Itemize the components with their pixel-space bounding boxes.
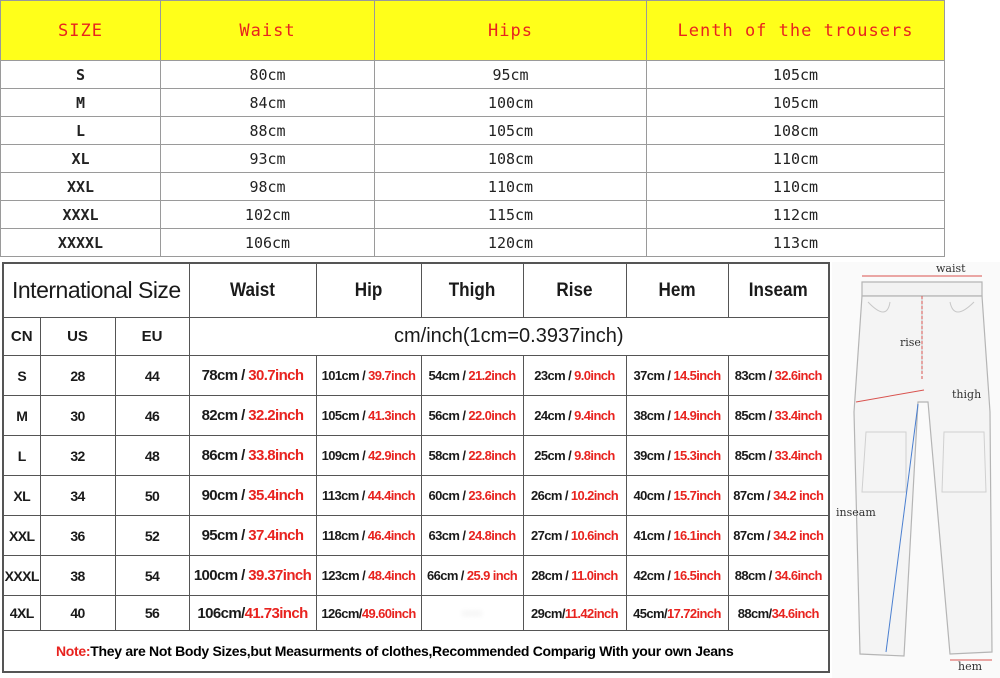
header-size: SIZE: [1, 1, 161, 61]
inch-value: 49.60inch: [361, 605, 416, 621]
cn-size-cell: S: [3, 356, 40, 396]
length-cell: 110cm: [647, 145, 945, 173]
length-cell: 105cm: [647, 61, 945, 89]
cm-value: 37cm /: [633, 368, 674, 383]
hip-cell: [316, 596, 421, 631]
unit-conversion-note: cm/inch(1cm=0.3937inch): [189, 318, 829, 356]
size-cell: M: [1, 89, 161, 117]
table-row: [3, 436, 829, 476]
cm-value: 100cm /: [193, 567, 249, 584]
cm-value: 95cm /: [201, 527, 249, 544]
eu-size-cell: 46: [115, 396, 189, 436]
table-row: [3, 556, 829, 596]
inch-value: 15.3inch: [673, 448, 721, 463]
table-row: [1, 117, 945, 145]
cm-value: 113cm /: [321, 488, 368, 503]
us-size-cell: 32: [40, 436, 115, 476]
cm-value: 41cm /: [633, 528, 674, 543]
sub-header-cn: CN: [3, 318, 40, 356]
us-size-cell: 36: [40, 516, 115, 556]
rise-cell: [523, 556, 626, 596]
cm-value: 56cm /: [428, 408, 469, 423]
inseam-cell: [728, 396, 829, 436]
waist-cell: [189, 516, 316, 556]
table-row: [1, 201, 945, 229]
waist-cell: 84cm: [161, 89, 375, 117]
hips-cell: 120cm: [375, 229, 647, 257]
length-cell: 113cm: [647, 229, 945, 257]
rise-cell: [523, 396, 626, 436]
header-rise: Rise: [528, 263, 621, 318]
hem-cell: [626, 396, 728, 436]
inch-value: 22.8inch: [468, 448, 516, 463]
inch-value: 25.9 inch: [466, 568, 518, 583]
header-hips: Hips: [375, 1, 647, 61]
us-size-cell: 34: [40, 476, 115, 516]
waist-cell: 102cm: [161, 201, 375, 229]
eu-size-cell: 54: [115, 556, 189, 596]
table-row: [3, 356, 829, 396]
inch-value: 22.0inch: [468, 408, 516, 423]
cn-size-cell: L: [3, 436, 40, 476]
cm-value: 123cm /: [321, 568, 369, 583]
us-size-cell: 30: [40, 396, 115, 436]
inch-value: 9.0inch: [574, 368, 615, 383]
inch-value: 16.5inch: [673, 568, 721, 583]
hips-cell: 105cm: [375, 117, 647, 145]
inseam-cell: [728, 516, 829, 556]
inch-value: 34.6inch: [771, 605, 819, 621]
inch-value: 33.4inch: [774, 408, 822, 423]
note-text: They are Not Body Sizes,but Measurments of clothes,Recommended Comparig With your own Jeans: [90, 643, 734, 659]
hem-cell: [626, 516, 728, 556]
size-cell: XXXL: [1, 201, 161, 229]
rise-cell: [523, 436, 626, 476]
cn-size-cell: XL: [3, 476, 40, 516]
size-chart-header-row: [1, 1, 945, 61]
cm-value: 90cm /: [201, 487, 249, 504]
blurred-watermark: · · ·: [463, 605, 481, 621]
size-cell: S: [1, 61, 161, 89]
table-row: [1, 145, 945, 173]
cm-value: 106cm/: [197, 604, 245, 622]
table-row: [3, 516, 829, 556]
inch-value: 30.7inch: [248, 367, 304, 384]
cm-value: 25cm /: [534, 448, 575, 463]
header-hip: Hip: [321, 263, 416, 318]
inch-value: 33.8inch: [248, 447, 304, 464]
table-row: [3, 596, 829, 631]
waist-cell: [189, 556, 316, 596]
us-size-cell: 38: [40, 556, 115, 596]
header-hem: Hem: [631, 263, 723, 318]
inch-value: 16.1inch: [673, 528, 721, 543]
inch-value: 17.72inch: [667, 605, 721, 621]
inch-value: 14.5inch: [673, 368, 721, 383]
us-size-cell: 40: [40, 596, 115, 631]
hem-cell: [626, 556, 728, 596]
eu-size-cell: 48: [115, 436, 189, 476]
hips-cell: 100cm: [375, 89, 647, 117]
hips-cell: 110cm: [375, 173, 647, 201]
hip-cell: [316, 436, 421, 476]
thigh-cell: [421, 436, 523, 476]
cm-value: 54cm /: [428, 368, 469, 383]
thigh-cell: [421, 476, 523, 516]
inch-value: 46.4inch: [367, 528, 416, 543]
length-cell: 105cm: [647, 89, 945, 117]
cn-size-cell: XXL: [3, 516, 40, 556]
waist-cell: [189, 476, 316, 516]
thigh-cell: [421, 556, 523, 596]
hip-cell: [316, 556, 421, 596]
inch-value: 21.2inch: [468, 368, 516, 383]
inch-value: 10.6inch: [570, 528, 619, 543]
inch-value: 34.2 inch: [773, 488, 824, 503]
cm-value: 28cm /: [531, 568, 572, 583]
cm-value: 27cm /: [530, 528, 571, 543]
header-waist: Waist: [195, 263, 309, 318]
rise-cell: [523, 476, 626, 516]
note-label: Note:: [56, 643, 91, 659]
cm-value: 82cm /: [201, 407, 249, 424]
inch-value: 39.37inch: [248, 567, 312, 584]
hem-cell: [626, 476, 728, 516]
international-header-row: [3, 263, 829, 318]
inch-value: 15.7inch: [673, 488, 721, 503]
hem-cell: [626, 436, 728, 476]
hem-cell: [626, 596, 728, 631]
inch-value: 44.4inch: [367, 488, 416, 503]
cm-value: 85cm /: [734, 448, 775, 463]
cm-value: 83cm /: [734, 368, 775, 383]
table-row: [1, 173, 945, 201]
cm-value: 126cm/: [321, 605, 362, 621]
thigh-cell: [421, 356, 523, 396]
waist-cell: 93cm: [161, 145, 375, 173]
sub-header-us: US: [40, 318, 115, 356]
cm-value: 63cm /: [428, 528, 469, 543]
inch-value: 10.2inch: [570, 488, 619, 503]
hip-cell: [316, 516, 421, 556]
cm-value: 58cm /: [428, 448, 469, 463]
table-row: [1, 229, 945, 257]
waist-cell: 88cm: [161, 117, 375, 145]
hip-cell: [316, 396, 421, 436]
inseam-cell: [728, 556, 829, 596]
cn-size-cell: M: [3, 396, 40, 436]
inch-value: 35.4inch: [248, 487, 304, 504]
inseam-cell: [728, 436, 829, 476]
trousers-measurement-diagram: [832, 262, 1000, 678]
inch-value: 48.4inch: [368, 568, 416, 583]
waist-cell: 80cm: [161, 61, 375, 89]
label-hem: hem: [958, 660, 983, 673]
cm-value: 24cm /: [534, 408, 575, 423]
inch-value: 34.2 inch: [773, 528, 824, 543]
cm-value: 88cm/: [737, 605, 772, 621]
inch-value: 33.4inch: [774, 448, 822, 463]
label-inseam: inseam: [836, 506, 876, 519]
header-inseam: Inseam: [733, 263, 824, 318]
sub-header-row: [3, 318, 829, 356]
waist-cell: [189, 356, 316, 396]
length-cell: 112cm: [647, 201, 945, 229]
waist-cell: [189, 436, 316, 476]
cm-value: 78cm /: [201, 367, 249, 384]
inseam-cell: [728, 476, 829, 516]
international-size-table: [2, 262, 830, 673]
hip-cell: [316, 476, 421, 516]
label-waist: waist: [936, 262, 966, 275]
note-row: [3, 631, 829, 673]
table-row: [1, 89, 945, 117]
waist-cell: 98cm: [161, 173, 375, 201]
inch-value: 39.7inch: [368, 368, 416, 383]
inch-value: 11.42inch: [564, 605, 619, 621]
thigh-cell: [421, 516, 523, 556]
header-thigh: Thigh: [426, 263, 518, 318]
inch-value: 41.73inch: [244, 604, 308, 622]
waist-cell: 106cm: [161, 229, 375, 257]
cm-value: 39cm /: [633, 448, 674, 463]
size-cell: XXL: [1, 173, 161, 201]
sub-header-eu: EU: [115, 318, 189, 356]
eu-size-cell: 52: [115, 516, 189, 556]
waist-cell: [189, 596, 316, 631]
inch-value: 14.9inch: [673, 408, 721, 423]
cm-value: 88cm /: [734, 568, 775, 583]
hem-cell: [626, 356, 728, 396]
us-size-cell: 28: [40, 356, 115, 396]
cn-size-cell: XXXL: [3, 556, 40, 596]
inch-value: 42.9inch: [368, 448, 416, 463]
cm-value: 86cm /: [201, 447, 249, 464]
inch-value: 9.4inch: [574, 408, 615, 423]
cm-value: 87cm /: [733, 488, 774, 503]
cm-value: 29cm/: [531, 605, 565, 621]
hips-cell: 108cm: [375, 145, 647, 173]
inch-value: 34.6inch: [774, 568, 822, 583]
cm-value: 26cm /: [530, 488, 571, 503]
cm-value: 40cm /: [633, 488, 674, 503]
size-cell: XXXXL: [1, 229, 161, 257]
inseam-cell: [728, 356, 829, 396]
length-cell: 110cm: [647, 173, 945, 201]
cm-value: 118cm /: [321, 528, 368, 543]
cm-value: 85cm /: [734, 408, 775, 423]
table-row: [1, 61, 945, 89]
table-row: [3, 396, 829, 436]
hips-cell: 115cm: [375, 201, 647, 229]
size-cell: XL: [1, 145, 161, 173]
rise-cell: [523, 596, 626, 631]
size-cell: L: [1, 117, 161, 145]
inch-value: 23.6inch: [468, 488, 516, 503]
cm-value: 105cm /: [321, 408, 369, 423]
hips-cell: 95cm: [375, 61, 647, 89]
inch-value: 32.6inch: [774, 368, 822, 383]
eu-size-cell: 56: [115, 596, 189, 631]
table-row: [3, 476, 829, 516]
rise-cell: [523, 516, 626, 556]
inch-value: 37.4inch: [248, 527, 304, 544]
cm-value: 109cm /: [321, 448, 369, 463]
note-cell: [3, 631, 829, 673]
eu-size-cell: 50: [115, 476, 189, 516]
header-length: Lenth of the trousers: [647, 1, 945, 61]
cm-value: 42cm /: [633, 568, 674, 583]
cn-size-cell: 4XL: [3, 596, 40, 631]
size-chart-table: [0, 0, 945, 257]
inseam-cell: [728, 596, 829, 631]
hip-cell: [316, 356, 421, 396]
international-size-title: International Size: [3, 263, 189, 318]
label-thigh: thigh: [952, 388, 982, 401]
inch-value: 11.0inch: [571, 568, 618, 583]
waist-cell: [189, 396, 316, 436]
cm-value: 60cm /: [428, 488, 469, 503]
thigh-cell: [421, 396, 523, 436]
cm-value: 101cm /: [321, 368, 369, 383]
trousers-illustration: [832, 262, 1000, 678]
cm-value: 23cm /: [534, 368, 575, 383]
inch-value: 41.3inch: [368, 408, 416, 423]
cm-value: 38cm /: [633, 408, 674, 423]
length-cell: 108cm: [647, 117, 945, 145]
thigh-cell: [421, 596, 523, 631]
rise-cell: [523, 356, 626, 396]
inch-value: 9.8inch: [574, 448, 615, 463]
header-waist: Waist: [161, 1, 375, 61]
inch-value: 24.8inch: [468, 528, 516, 543]
label-rise: rise: [900, 336, 921, 349]
eu-size-cell: 44: [115, 356, 189, 396]
inch-value: 32.2inch: [248, 407, 304, 424]
cm-value: 87cm /: [733, 528, 774, 543]
cm-value: 45cm/: [633, 605, 668, 621]
cm-value: 66cm /: [426, 568, 467, 583]
